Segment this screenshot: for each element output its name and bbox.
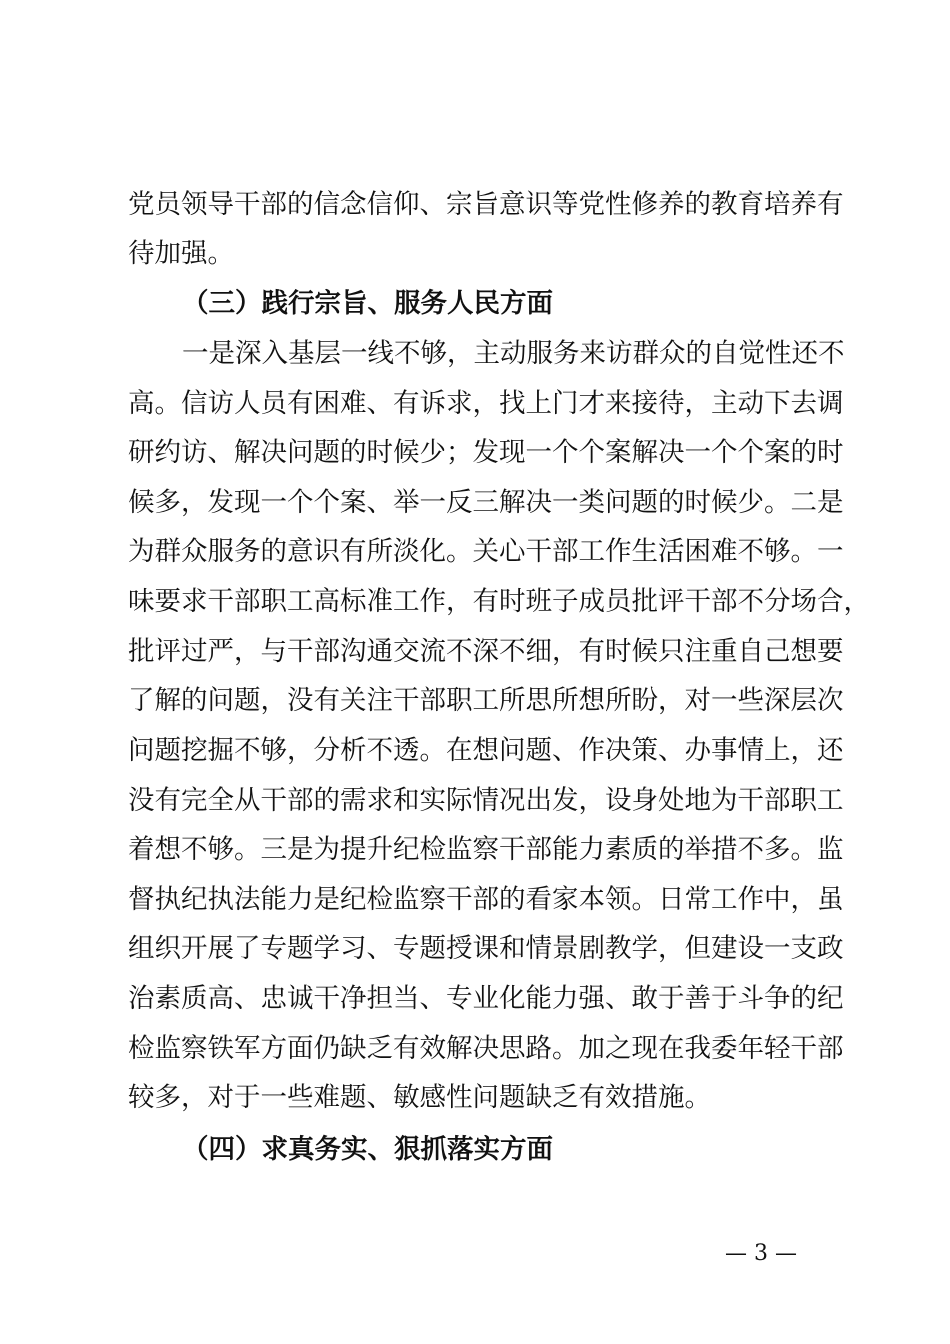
paragraph-line: 高。信访人员有困难、有诉求，找上门才来接待，主动下去调 [128,388,844,419]
section-heading-3: （三）践行宗旨、服务人民方面 [182,288,553,319]
paragraph-line: 治素质高、忠诚干净担当、专业化能力强、敢于善于斗争的纪 [128,983,844,1014]
paragraph-line: 了解的问题，没有关注干部职工所思所想所盼，对一些深层次 [128,685,844,716]
paragraph-line: 为群众服务的意识有所淡化。关心干部工作生活困难不够。一 [128,536,844,567]
paragraph-line: 组织开展了专题学习、专题授课和情景剧教学，但建设一支政 [128,933,844,964]
paragraph-line: 研约访、解决问题的时候少；发现一个个案解决一个个案的时 [128,437,844,468]
paragraph-line: 问题挖掘不够，分析不透。在想问题、作决策、办事情上，还 [128,735,844,766]
paragraph-line: 味要求干部职工高标准工作，有时班子成员批评干部不分场合， [128,586,870,617]
paragraph-line: 待加强。 [128,238,234,269]
page-number: — 3 — [725,1241,797,1266]
paragraph-line: 一是深入基层一线不够，主动服务来访群众的自觉性还不 [182,338,845,369]
paragraph-line: 党员领导干部的信念信仰、宗旨意识等党性修养的教育培养有 [128,189,844,220]
paragraph-line: 没有完全从干部的需求和实际情况出发，设身处地为干部职工 [128,785,844,816]
paragraph-line: 着想不够。三是为提升纪检监察干部能力素质的举措不多。监 [128,834,844,865]
paragraph-line: 检监察铁军方面仍缺乏有效解决思路。加之现在我委年轻干部 [128,1033,844,1064]
paragraph-line: 督执纪执法能力是纪检监察干部的看家本领。日常工作中，虽 [128,884,844,915]
paragraph-line: 较多，对于一些难题、敏感性问题缺乏有效措施。 [128,1082,711,1113]
paragraph-line: 批评过严，与干部沟通交流不深不细，有时候只注重自己想要 [128,636,844,667]
paragraph-line: 候多，发现一个个案、举一反三解决一类问题的时候少。二是 [128,487,844,518]
section-heading-4: （四）求真务实、狠抓落实方面 [182,1134,553,1165]
